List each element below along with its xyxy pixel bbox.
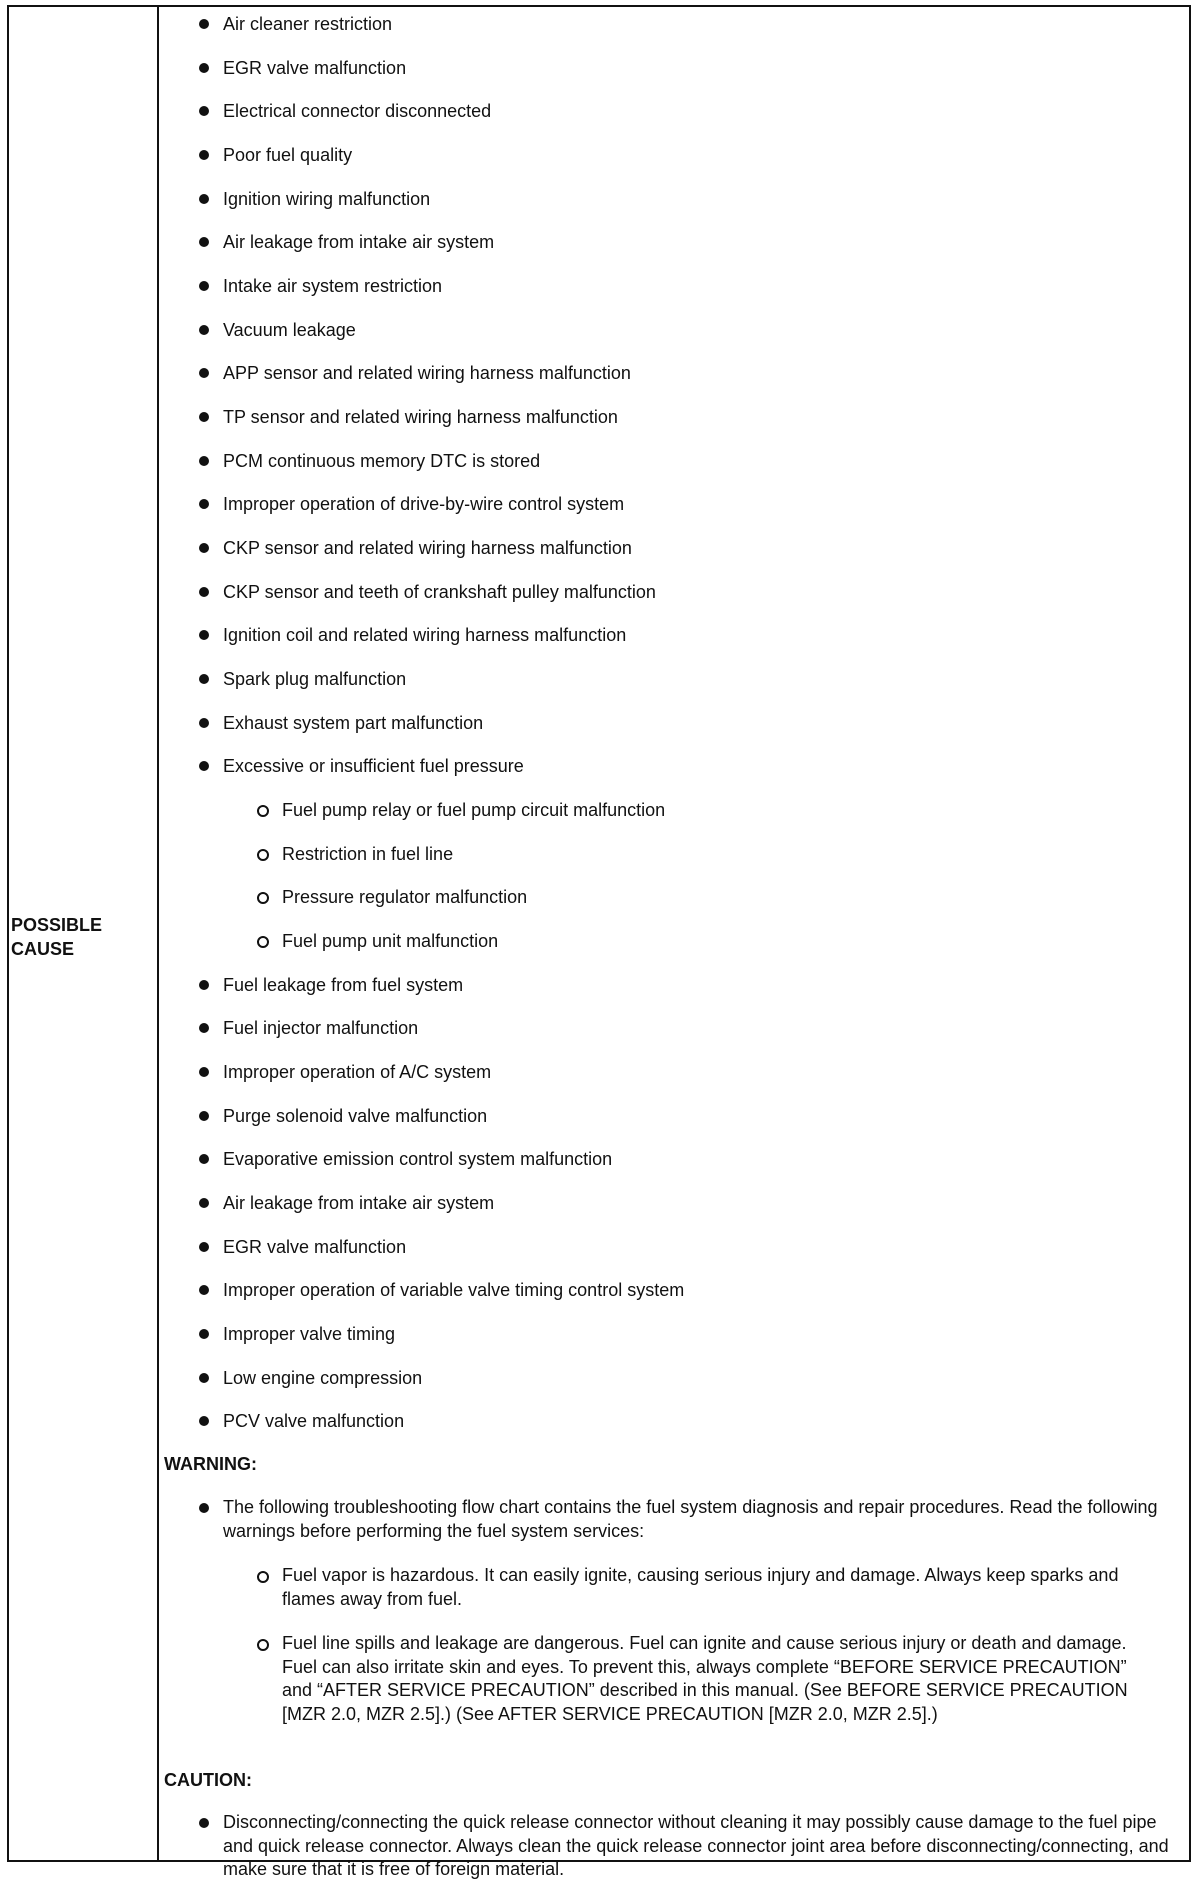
list-item: Spark plug malfunction bbox=[223, 669, 407, 689]
sub-bullet-icon bbox=[257, 1639, 269, 1651]
list-item: Ignition coil and related wiring harness malfunction bbox=[223, 625, 627, 645]
list-item: Vacuum leakage bbox=[223, 320, 356, 340]
bullet-icon bbox=[199, 150, 209, 160]
list-item: Fuel leakage from fuel system bbox=[223, 975, 464, 995]
list-item: Evaporative emission control system malfunction bbox=[223, 1149, 613, 1169]
bullet-icon bbox=[199, 19, 209, 29]
list-item: Low engine compression bbox=[223, 1368, 423, 1388]
bullet-icon bbox=[199, 412, 209, 422]
bullet-icon bbox=[199, 1198, 209, 1208]
list-item: EGR valve malfunction bbox=[223, 58, 407, 78]
warning-intro: The following troubleshooting flow chart contains the fuel system diagnosis and repair procedures. Read the following warnings before performing the fuel system services: bbox=[223, 1497, 1158, 1541]
list-item: CKP sensor and teeth of crankshaft pulley malfunction bbox=[223, 582, 656, 602]
bullet-icon bbox=[199, 1329, 209, 1339]
list-item: APP sensor and related wiring harness malfunction bbox=[223, 363, 631, 383]
bullet-icon bbox=[199, 674, 209, 684]
bullet-icon bbox=[199, 630, 209, 640]
bullet-icon bbox=[199, 761, 209, 771]
sub-list-item: Fuel pump relay or fuel pump circuit malfunction bbox=[282, 800, 666, 820]
list-item: EGR valve malfunction bbox=[223, 1237, 407, 1257]
bullet-icon bbox=[199, 281, 209, 291]
sub-bullet-icon bbox=[257, 849, 269, 861]
section-label-line2: CAUSE bbox=[11, 939, 75, 959]
list-item: Air cleaner restriction bbox=[223, 14, 393, 34]
bullet-icon bbox=[199, 587, 209, 597]
list-item: TP sensor and related wiring harness malfunction bbox=[223, 407, 618, 427]
list-item: Improper operation of drive-by-wire control system bbox=[223, 494, 625, 514]
list-item: Ignition wiring malfunction bbox=[223, 189, 431, 209]
bullet-icon bbox=[199, 1416, 209, 1426]
list-item: Improper operation of A/C system bbox=[223, 1062, 492, 1082]
list-item: PCM continuous memory DTC is stored bbox=[223, 451, 541, 471]
bullet-icon bbox=[199, 368, 209, 378]
bullet-icon bbox=[199, 1818, 209, 1828]
caution-heading: CAUTION: bbox=[164, 1770, 252, 1790]
bullet-icon bbox=[199, 1111, 209, 1121]
list-item: Air leakage from intake air system bbox=[223, 1193, 495, 1213]
bullet-icon bbox=[199, 63, 209, 73]
bullet-icon bbox=[199, 1373, 209, 1383]
list-item: Fuel injector malfunction bbox=[223, 1018, 419, 1038]
bullet-icon bbox=[199, 194, 209, 204]
bullet-icon bbox=[199, 980, 209, 990]
sub-bullet-icon bbox=[257, 1571, 269, 1583]
bullet-icon bbox=[199, 1067, 209, 1077]
warning-item: Fuel vapor is hazardous. It can easily ignite, causing serious injury and damage. Always keep sparks and flames away from fuel. bbox=[282, 1565, 1119, 1609]
bullet-icon bbox=[199, 106, 209, 116]
list-item: CKP sensor and related wiring harness malfunction bbox=[223, 538, 632, 558]
bullet-icon bbox=[199, 1242, 209, 1252]
list-item: PCV valve malfunction bbox=[223, 1411, 405, 1431]
bullet-icon bbox=[199, 1023, 209, 1033]
warning-heading: WARNING: bbox=[164, 1454, 257, 1474]
bullet-icon bbox=[199, 1285, 209, 1295]
list-item: Improper valve timing bbox=[223, 1324, 396, 1344]
bullet-icon bbox=[199, 325, 209, 335]
sub-bullet-icon bbox=[257, 936, 269, 948]
list-item: Purge solenoid valve malfunction bbox=[223, 1106, 488, 1126]
bullet-icon bbox=[199, 543, 209, 553]
list-item: Intake air system restriction bbox=[223, 276, 443, 296]
sub-list-item: Fuel pump unit malfunction bbox=[282, 931, 499, 951]
bullet-icon bbox=[199, 499, 209, 509]
list-item: Electrical connector disconnected bbox=[223, 101, 492, 121]
bullet-icon bbox=[199, 718, 209, 728]
bullet-icon bbox=[199, 237, 209, 247]
list-item: Improper operation of variable valve timing control system bbox=[223, 1280, 685, 1300]
list-item: Air leakage from intake air system bbox=[223, 232, 495, 252]
sub-list-item: Pressure regulator malfunction bbox=[282, 887, 528, 907]
sub-list-item: Restriction in fuel line bbox=[282, 844, 454, 864]
bullet-icon bbox=[199, 456, 209, 466]
bullet-icon bbox=[199, 1503, 209, 1513]
list-item: Exhaust system part malfunction bbox=[223, 713, 484, 733]
sub-bullet-icon bbox=[257, 805, 269, 817]
bullet-icon bbox=[199, 1154, 209, 1164]
sub-bullet-icon bbox=[257, 892, 269, 904]
list-item: Excessive or insufficient fuel pressure bbox=[223, 756, 524, 776]
warning-item: Fuel line spills and leakage are dangerous. Fuel can ignite and cause serious injury or death and damage. Fuel can also irritate skin and eyes. To prevent this, always complete “BEFORE SERVICE PRECAUTION” and “AFTER SERVICE PRECAUTION” described in this manual. (See BEFORE SERVICE PRECAUTION [MZR 2.0, MZR 2.5].) (See AFTER SERVICE PRECAUTION [MZR 2.0, MZR 2.5].) bbox=[282, 1633, 1128, 1724]
section-label-line1: POSSIBLE bbox=[11, 915, 103, 935]
list-item: Poor fuel quality bbox=[223, 145, 353, 165]
caution-text: Disconnecting/connecting the quick release connector without cleaning it may possibly cause damage to the fuel pipe and quick release connector. Always clean the quick release connector joint area before disconnecting/connecting, and make sure that it is free of foreign material. bbox=[223, 1812, 1169, 1879]
